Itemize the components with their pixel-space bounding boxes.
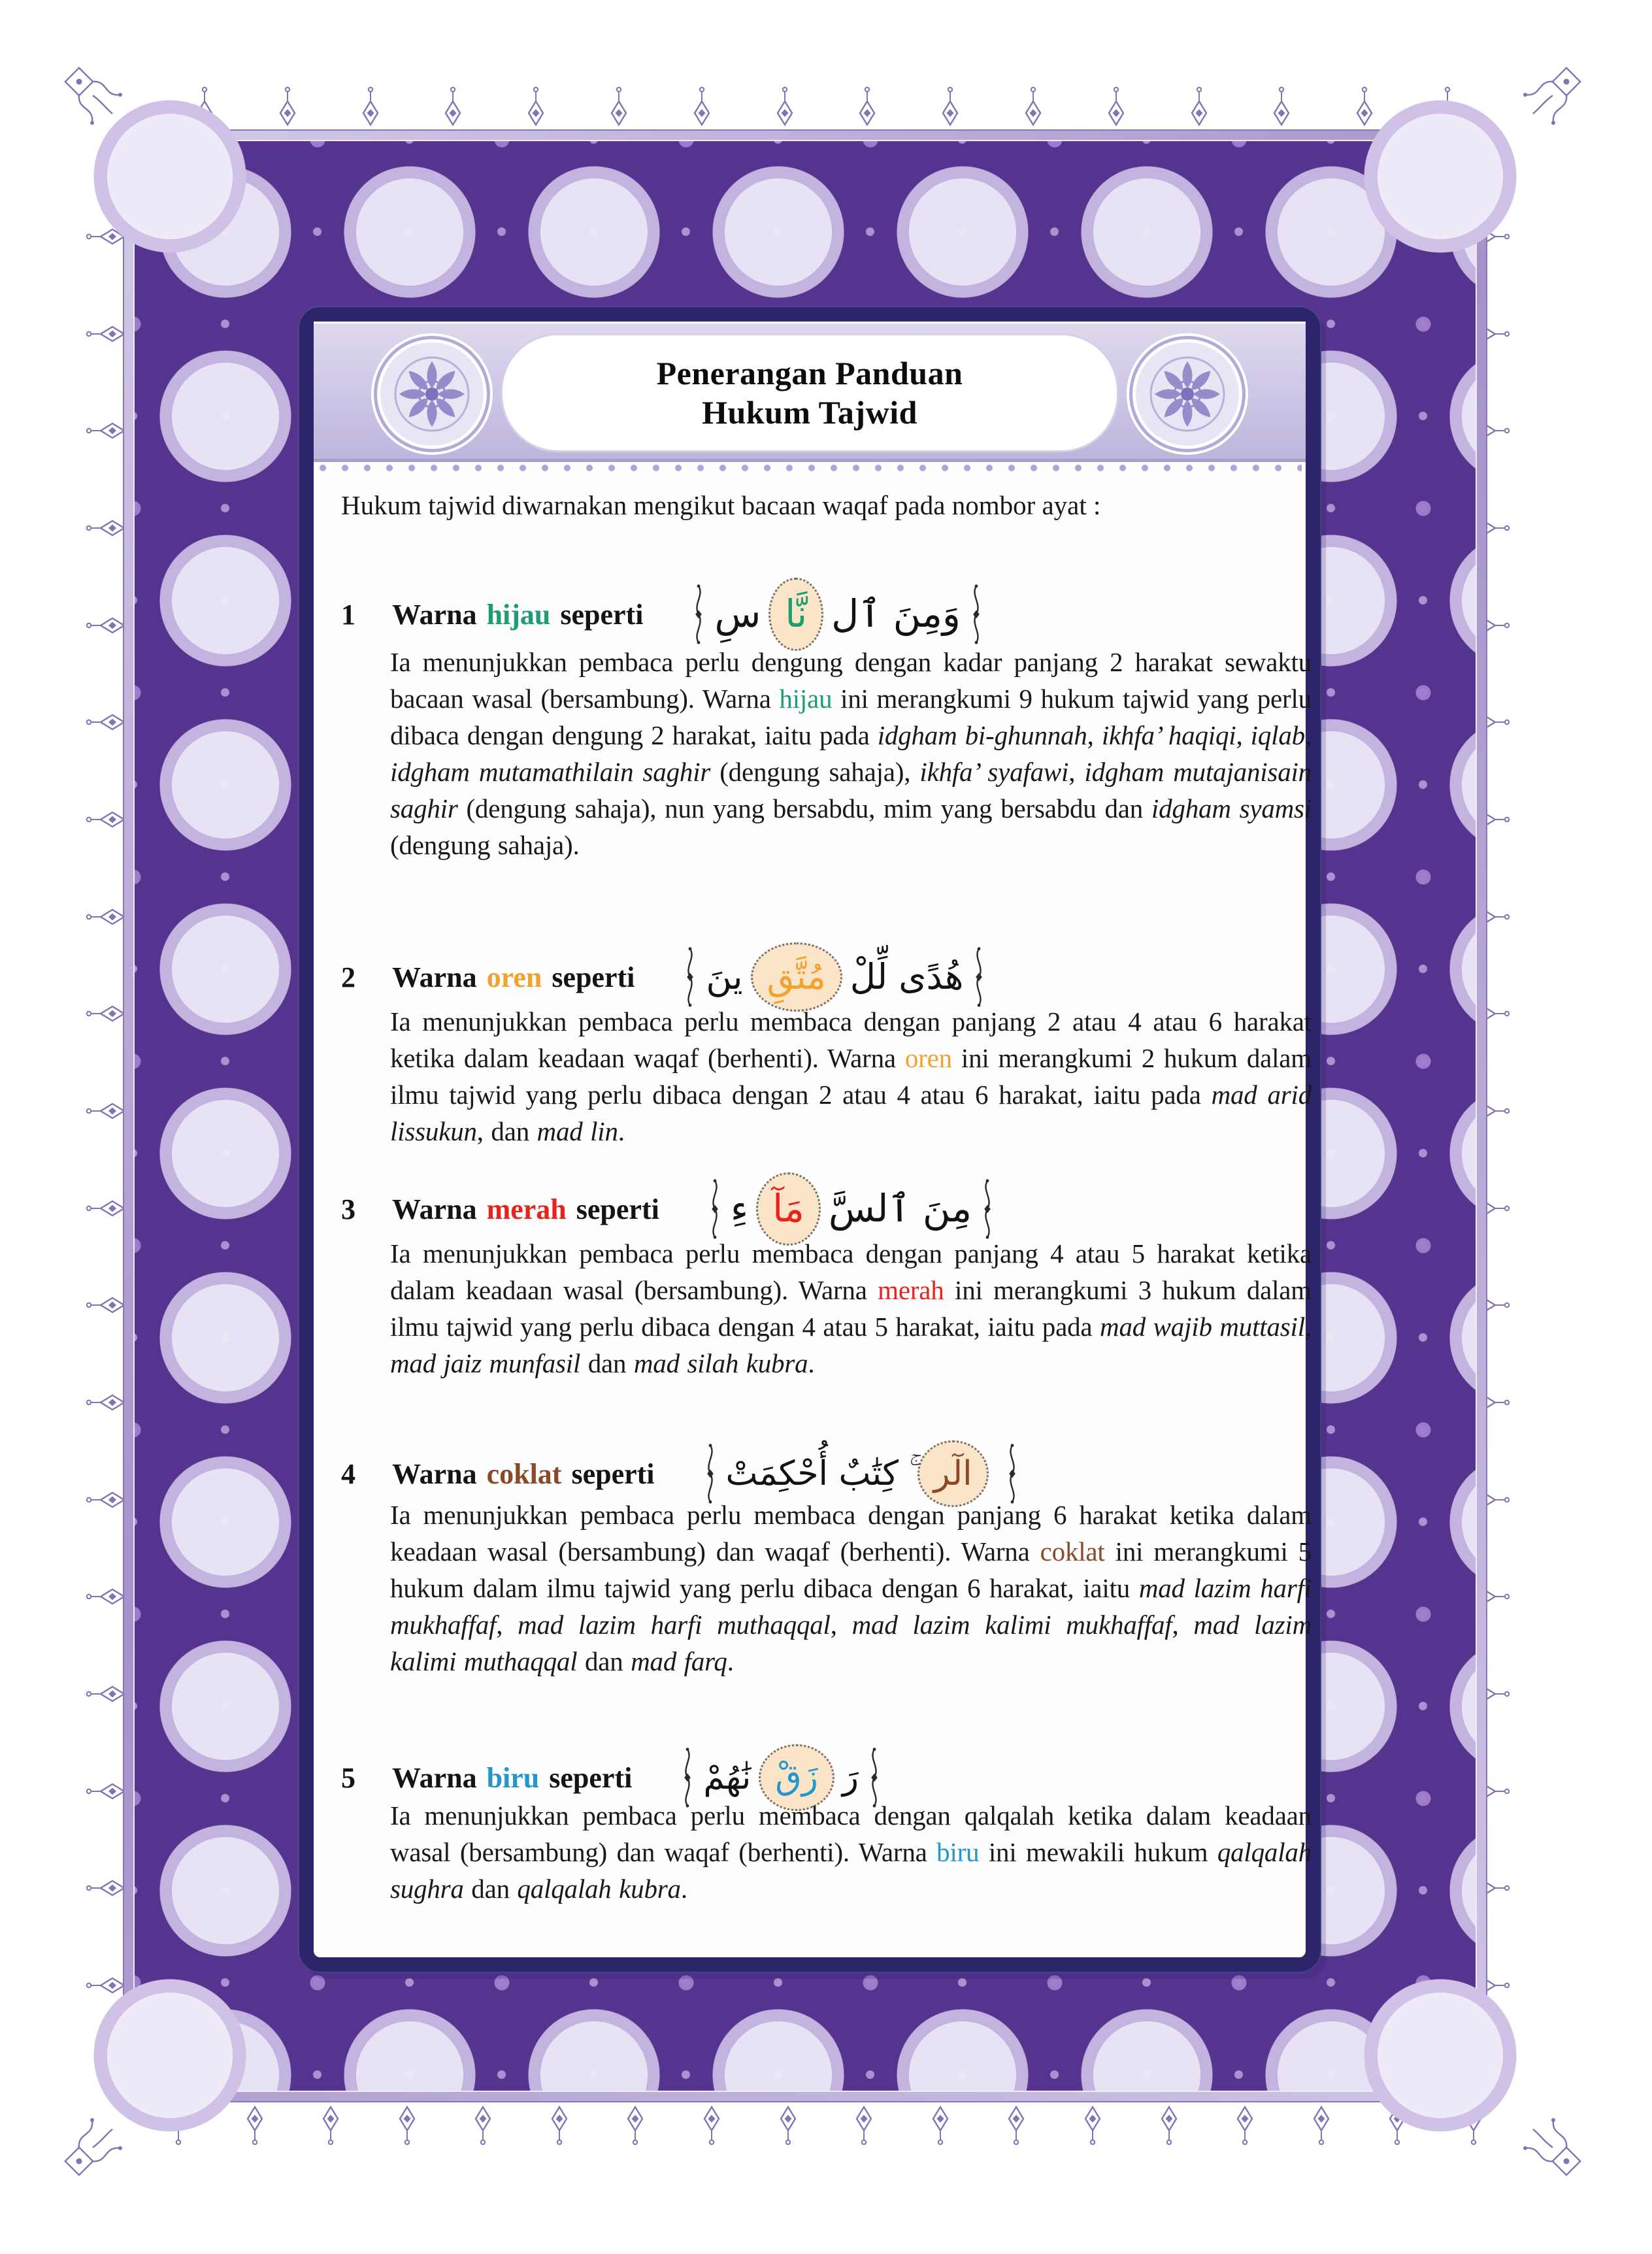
content-panel bbox=[299, 307, 1320, 1972]
diamond-finial-icon bbox=[86, 1394, 127, 1411]
tajwid-term: mad silah kubra bbox=[633, 1348, 808, 1378]
calligraphy-medallion-icon bbox=[374, 336, 490, 452]
body-text: ini mewakili hukum bbox=[979, 1837, 1217, 1867]
body-text: ini merangkumi 5 hukum dalam ilmu tajwid yang perlu dibaca dengan 6 harakat, iaitu bbox=[390, 1536, 1312, 1603]
body-text: (dengung sahaja), bbox=[710, 757, 920, 787]
frame-corner-medallion bbox=[72, 78, 268, 274]
diamond-finial-icon bbox=[444, 86, 461, 128]
body-text: ini merangkumi 9 hukum tajwid yang perlu dibaca dengan dengung 2 harakat, iaitu pada bbox=[390, 684, 1312, 750]
diamond-finial-icon bbox=[627, 2104, 644, 2146]
tajwid-term: idgham mutajanisain saghir bbox=[390, 757, 1312, 823]
diamond-finial-icon bbox=[86, 1102, 127, 1119]
ornate-bracket-icon bbox=[980, 1176, 995, 1242]
color-word: biru bbox=[936, 1837, 980, 1867]
item-number: 3 bbox=[341, 1193, 355, 1225]
diamond-finial-icon bbox=[86, 1200, 127, 1217]
arabic-text: مِنَ ٱلسَّ bbox=[828, 1186, 972, 1231]
item-description-3 bbox=[390, 1235, 1312, 1382]
finial-column-right bbox=[1481, 216, 1523, 2006]
arabic-snippet bbox=[691, 578, 983, 651]
diamond-finial-icon bbox=[86, 1880, 127, 1897]
diamond-finial-icon bbox=[703, 2104, 720, 2146]
diamond-finial-icon bbox=[1191, 86, 1208, 128]
frame-corner-medallion bbox=[1342, 1957, 1538, 2153]
diamond-finial-icon bbox=[1084, 2104, 1101, 2146]
diamond-finial-icon bbox=[1313, 2104, 1330, 2146]
diamond-finial-icon bbox=[942, 86, 959, 128]
tajwid-term: qalqalah sughra bbox=[390, 1837, 1312, 1904]
diamond-finial-icon bbox=[86, 520, 127, 537]
body-text: Ia menunjukkan pembaca perlu membaca dengan panjang 2 atau 4 atau 6 harakat ketika dalam keadaan waqaf (berhenti). Warna bbox=[390, 1006, 1312, 1073]
item-label-warna: Warna bbox=[392, 1193, 477, 1225]
item-label-seperti: seperti bbox=[549, 1761, 633, 1794]
arabic-snippet bbox=[682, 942, 987, 1012]
arabic-highlight: زَقْ bbox=[759, 1744, 834, 1812]
diamond-finial-icon bbox=[932, 2104, 949, 2146]
tajwid-term: mad farq bbox=[631, 1646, 727, 1676]
diamond-finial-icon bbox=[780, 2104, 797, 2146]
diamond-finial-icon bbox=[86, 1297, 127, 1314]
tajwid-term: qalqalah kubra bbox=[517, 1874, 681, 1904]
item-color-word: hijau bbox=[486, 598, 551, 631]
color-word: hijau bbox=[779, 684, 833, 714]
color-word: oren bbox=[904, 1043, 952, 1073]
color-word: coklat bbox=[1040, 1536, 1105, 1566]
frame-corner-medallion bbox=[72, 1957, 268, 2153]
corner-flourish-icon bbox=[1511, 2106, 1583, 2178]
item-description-4 bbox=[390, 1497, 1312, 1680]
body-text: . bbox=[808, 1348, 815, 1378]
title-band bbox=[314, 322, 1306, 464]
arabic-highlight: نَّا bbox=[768, 578, 823, 651]
body-text: , bbox=[1172, 1610, 1194, 1640]
body-text: . bbox=[727, 1646, 734, 1676]
body-text: . bbox=[618, 1116, 625, 1146]
item-label-seperti: seperti bbox=[560, 598, 644, 631]
arabic-highlight: مَآ bbox=[756, 1172, 821, 1246]
item-color-word: oren bbox=[486, 961, 542, 993]
diamond-finial-icon bbox=[1025, 86, 1042, 128]
arabic-highlight: مُتَّقِ bbox=[751, 942, 842, 1012]
arabic-text: وَمِنَ ٱل bbox=[831, 591, 961, 637]
body-text: (dengung sahaja). bbox=[390, 830, 580, 860]
body-text: (dengung sahaja), nun yang bersabdu, mim yang bersabdu dan bbox=[457, 793, 1151, 823]
diamond-finial-icon bbox=[86, 422, 127, 439]
diamond-finial-icon bbox=[859, 86, 876, 128]
body-text: dan bbox=[580, 1348, 634, 1378]
item-number: 5 bbox=[341, 1761, 355, 1794]
tajwid-term: ikhfa’ haqiqi bbox=[1101, 720, 1236, 750]
diamond-finial-icon bbox=[693, 86, 710, 128]
tajwid-term: iqlab bbox=[1250, 720, 1305, 750]
diamond-finial-icon bbox=[86, 1685, 127, 1702]
tajwid-term: idgham bi-ghunnah bbox=[877, 720, 1087, 750]
frame-corner-medallion bbox=[1342, 78, 1538, 274]
diamond-finial-icon bbox=[610, 86, 627, 128]
item-description-2 bbox=[390, 1003, 1312, 1150]
item-description-1 bbox=[390, 644, 1312, 863]
tajwid-term: mad lazim kalimi mukhaffaf bbox=[851, 1610, 1172, 1640]
tajwid-term: mad wajib muttasil bbox=[1100, 1312, 1305, 1342]
tajwid-term: idgham syamsi bbox=[1151, 793, 1312, 823]
item-color-word: merah bbox=[486, 1193, 567, 1225]
diamond-finial-icon bbox=[527, 86, 544, 128]
diamond-finial-icon bbox=[86, 1491, 127, 1508]
diamond-finial-icon bbox=[1008, 2104, 1025, 2146]
tajwid-term: mad lazim harfi mukhaffaf bbox=[390, 1573, 1312, 1640]
item-number: 1 bbox=[341, 598, 355, 631]
color-word: merah bbox=[878, 1275, 944, 1305]
diamond-finial-icon bbox=[474, 2104, 491, 2146]
diamond-finial-icon bbox=[855, 2104, 872, 2146]
diamond-finial-icon bbox=[86, 908, 127, 925]
ornate-bracket-icon bbox=[971, 944, 987, 1010]
body-text: dan bbox=[463, 1874, 518, 1904]
body-text: , bbox=[1304, 1312, 1312, 1342]
arabic-highlight: الٓر bbox=[917, 1440, 989, 1508]
diamond-finial-icon bbox=[362, 86, 379, 128]
item-label-seperti: seperti bbox=[552, 961, 635, 993]
diamond-finial-icon bbox=[1273, 86, 1290, 128]
tajwid-term: idgham mutamathilain saghir bbox=[390, 757, 711, 787]
item-label-seperti: seperti bbox=[576, 1193, 659, 1225]
finial-row-top bbox=[196, 86, 1456, 128]
title-pill bbox=[501, 333, 1119, 452]
diamond-finial-icon bbox=[86, 1005, 127, 1022]
tajwid-term: mad arid lissukun bbox=[390, 1080, 1312, 1146]
diamond-finial-icon bbox=[776, 86, 793, 128]
body-text: dan bbox=[577, 1646, 631, 1676]
ornate-bracket-icon bbox=[691, 582, 706, 647]
body-text: , bbox=[1236, 720, 1251, 750]
page-title-line2: Hukum Tajwid bbox=[702, 394, 917, 431]
arabic-text: ۚ كِتَٰبٌ أُحْكِمَتْ bbox=[725, 1453, 910, 1493]
ornate-bracket-icon bbox=[968, 582, 984, 647]
item-label-warna: Warna bbox=[392, 1457, 477, 1490]
body-text: Ia menunjukkan pembaca perlu membaca dengan qalqalah ketika dalam keadaan wasal (bersambung) dan waqaf (berhenti). Warna bbox=[390, 1800, 1312, 1867]
item-color-word: biru bbox=[486, 1761, 540, 1794]
body-text: , bbox=[1087, 720, 1102, 750]
intro-text: Hukum tajwid diwarnakan mengikut bacaan waqaf pada nombor ayat : bbox=[341, 490, 1101, 520]
item-description-5 bbox=[390, 1797, 1312, 1907]
finial-row-bottom bbox=[170, 2104, 1482, 2146]
item-number: 2 bbox=[341, 961, 355, 993]
body-text: Ia menunjukkan pembaca perlu membaca dengan panjang 4 atau 5 harakat ketika dalam keadaan wasal (bersambung). Warna bbox=[390, 1238, 1312, 1305]
item-label-warna: Warna bbox=[392, 1761, 477, 1794]
diamond-finial-icon bbox=[86, 811, 127, 828]
diamond-finial-icon bbox=[322, 2104, 339, 2146]
tajwid-term: mad lazim harfi muthaqqal bbox=[518, 1610, 831, 1640]
body-text: Ia menunjukkan pembaca perlu membaca dengan panjang 6 harakat ketika dalam keadaan wasal (bersambung) dan waqaf (berhenti). Warna bbox=[390, 1500, 1312, 1566]
calligraphy-medallion-icon bbox=[1129, 336, 1246, 452]
item-color-word: coklat bbox=[486, 1457, 562, 1490]
item-number: 4 bbox=[341, 1457, 355, 1490]
diamond-finial-icon bbox=[86, 714, 127, 731]
arabic-text: رَ bbox=[842, 1757, 859, 1797]
diamond-finial-icon bbox=[86, 1588, 127, 1605]
arabic-text: ءِ bbox=[730, 1186, 749, 1231]
body-text: , bbox=[1068, 757, 1085, 787]
body-text: ini merangkumi 2 hukum dalam ilmu tajwid yang perlu dibaca dengan 2 atau 4 atau 6 harakat, iaitu pada bbox=[390, 1043, 1312, 1110]
diamond-finial-icon bbox=[399, 2104, 416, 2146]
diamond-finial-icon bbox=[86, 1783, 127, 1800]
body-text: , dan bbox=[476, 1116, 537, 1146]
arabic-text: ينَ bbox=[706, 956, 743, 998]
item-label-warna: Warna bbox=[392, 598, 477, 631]
body-text: . bbox=[680, 1874, 687, 1904]
item-label-warna: Warna bbox=[392, 961, 477, 993]
arabic-text: سِ bbox=[714, 591, 761, 637]
tajwid-term: mad lin bbox=[537, 1116, 618, 1146]
arabic-text: نَٰهُمْ bbox=[703, 1757, 752, 1797]
diamond-finial-icon bbox=[1108, 86, 1125, 128]
diamond-finial-icon bbox=[86, 325, 127, 342]
tajwid-term: mad jaiz munfasil bbox=[390, 1348, 581, 1378]
ornate-bracket-icon bbox=[682, 944, 698, 1010]
item-label-seperti: seperti bbox=[571, 1457, 655, 1490]
tajwid-term: mad lazim kalimi muthaqqal bbox=[390, 1610, 1312, 1676]
body-text: , bbox=[496, 1610, 518, 1640]
body-text: , bbox=[1304, 720, 1312, 750]
diamond-finial-icon bbox=[1161, 2104, 1178, 2146]
body-text: , bbox=[830, 1610, 852, 1640]
diamond-finial-icon bbox=[1236, 2104, 1253, 2146]
body-text: Ia menunjukkan pembaca perlu dengung dengan kadar panjang 2 harakat sewaktu bacaan wasal (bersambung). Warna bbox=[390, 647, 1312, 714]
ornate-bracket-icon bbox=[707, 1176, 723, 1242]
tajwid-term: ikhfa’ syafawi bbox=[919, 757, 1069, 787]
arabic-text: هُدًى لِّلْ bbox=[850, 956, 964, 998]
diamond-finial-icon bbox=[279, 86, 296, 128]
diamond-finial-icon bbox=[551, 2104, 568, 2146]
page-title-line1: Penerangan Panduan bbox=[656, 355, 963, 391]
body-text: ini merangkumi 3 hukum dalam ilmu tajwid yang perlu dibaca dengan 4 atau 5 harakat, iaitu pada bbox=[390, 1275, 1312, 1342]
diamond-finial-icon bbox=[86, 617, 127, 634]
